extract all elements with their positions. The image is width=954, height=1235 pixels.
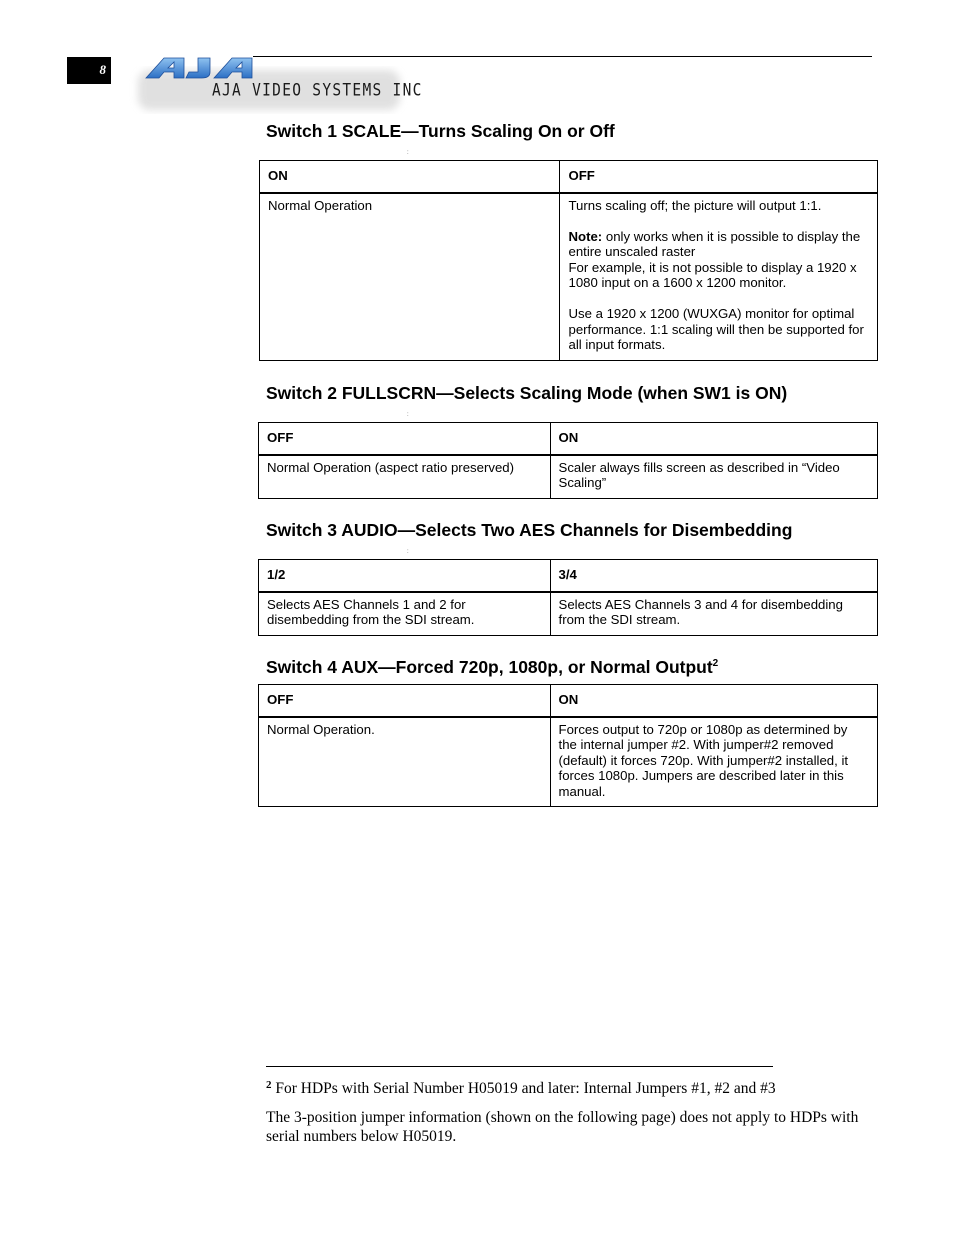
section-title-switch3: Switch 3 AUDIO—Selects Two AES Channels for Disembedding [266,520,793,540]
switch1-col1-cell: Normal Operation [260,193,560,361]
footnote-paragraph: The 3-position jumper information (shown on the following page) does not apply to HDPs with serial numbers below H05019. [266,1108,859,1145]
switch1-table [259,160,878,361]
switch4-table [258,684,878,807]
note-text: only works when it is possible to display the entire unscaled raster [568,228,861,259]
switch1-col2-cell [560,193,878,361]
note-label: Note: [568,228,603,244]
switch3-col2-header: 3/4 [550,560,877,592]
section-title-switch1: Switch 1 SCALE—Turns Scaling On or Off [266,121,615,141]
switch1-line: Turns scaling off; the picture will output 1:1. [568,197,822,213]
switch1-line: Use a 1920 x 1200 (WUXGA) monitor for optimal performance. 1:1 scaling will then be supported for all input formats. [568,306,864,352]
footnote-text: For HDPs with Serial Number H05019 and later: Internal Jumpers #1, #2 and #3 [271,1080,776,1097]
switch3-table [258,559,878,636]
footnote-marker: 2 [266,1079,272,1091]
switch4-col1-header: OFF [259,685,551,717]
footnote-line [266,1076,876,1099]
switch4-col1-cell: Normal Operation. [259,717,551,807]
switch2-col2-header: ON [550,423,877,455]
switch2-table [258,422,878,499]
switch1-note [568,229,869,260]
switch4-title-text: Switch 4 AUX—Forced 720p, 1080p, or Normal Output [266,657,713,677]
tick-mark: : [407,549,409,555]
tick-mark: : [407,412,409,418]
switch2-col1-cell: Normal Operation (aspect ratio preserved) [259,455,551,499]
footnote-ref[interactable]: 2 [712,658,719,670]
footnote [266,1076,876,1147]
switch2-col1-header: OFF [259,423,551,455]
switch1-col2-header: OFF [560,161,878,193]
switch1-col1-header: ON [260,161,560,193]
footnote-rule [266,1066,773,1067]
switch4-col2-cell: Forces output to 720p or 1080p as determined by the internal jumper #2. With jumper#2 removed (default) it forces 720p. With jumper#2 installed, it forces 1080p. Jumpers are described later in this manual. [550,717,877,807]
page-number: 8 [67,57,111,84]
switch4-col2-header: ON [550,685,877,717]
switch3-col2-cell: Selects AES Channels 3 and 4 for disembedding from the SDI stream. [550,592,877,636]
tick-mark: : [407,150,409,156]
switch1-line: For example, it is not possible to display a 1920 x 1080 input on a 1600 x 1200 monitor. [568,259,857,290]
switch3-col1-cell: Selects AES Channels 1 and 2 for disembedding from the SDI stream. [259,592,551,636]
switch3-col1-header: 1/2 [259,560,551,592]
switch2-col2-cell: Scaler always fills screen as described in “Video Scaling” [550,455,877,499]
section-title-switch4 [266,657,718,678]
company-name: AJA VIDEO SYSTEMS INC [212,81,423,101]
section-title-switch2: Switch 2 FULLSCRN—Selects Scaling Mode (when SW1 is ON) [266,383,788,403]
